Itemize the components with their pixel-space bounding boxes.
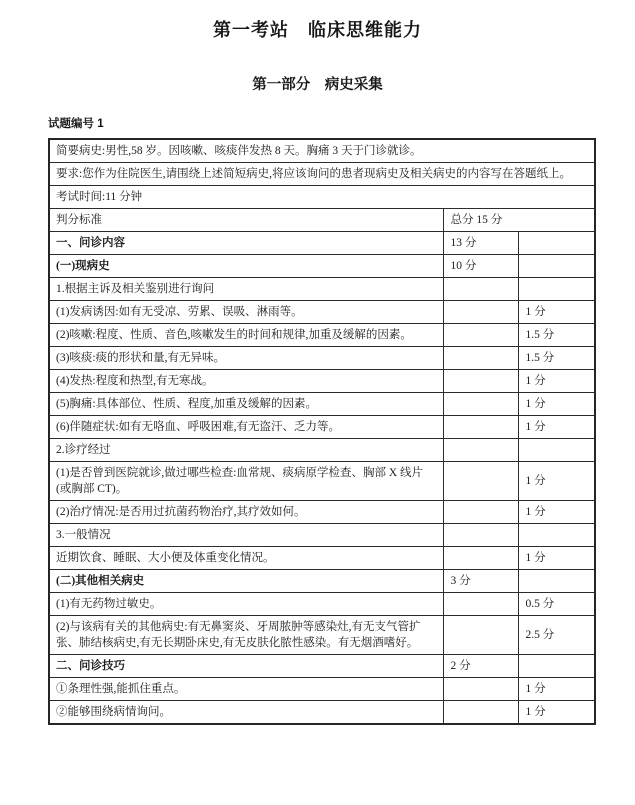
table-row <box>49 678 595 701</box>
item-score-cell: 1 分 <box>518 701 595 725</box>
section-score-cell: 13 分 <box>443 232 518 255</box>
section-score-cell <box>443 678 518 701</box>
section-score-cell <box>443 347 518 370</box>
section-score-cell <box>443 547 518 570</box>
table-row <box>49 301 595 324</box>
item-score-cell: 0.5 分 <box>518 593 595 616</box>
row-content-cell: (2)与该病有关的其他病史:有无鼻窦炎、牙周脓肿等感染灶,有无支气管扩张、肺结核病史,有无长期卧床史,有无皮肤化脓性感染。有无烟酒嗜好。 <box>49 616 443 655</box>
row-content-cell: (二)其他相关病史 <box>49 570 443 593</box>
section-subtitle: 第一部分 病史采集 <box>252 77 383 93</box>
row-content-cell: 要求:您作为住院医生,请围绕上述简短病史,将应该询问的患者现病史及相关病史的内容写在答题纸上。 <box>49 163 595 186</box>
table-row <box>49 255 595 278</box>
row-content-cell: 1.根据主诉及相关鉴别进行询问 <box>49 278 443 301</box>
item-score-cell: 1 分 <box>518 501 595 524</box>
row-content-cell: 一、问诊内容 <box>49 232 443 255</box>
row-content-cell: 简要病史:男性,58 岁。因咳嗽、咳痰伴发热 8 天。胸痛 3 天于门诊就诊。 <box>49 139 595 163</box>
item-score-cell: 1.5 分 <box>518 324 595 347</box>
score-table-body <box>49 139 595 724</box>
page-title: 第一考站 临床思维能力 <box>213 20 422 40</box>
section-score-cell <box>443 393 518 416</box>
table-row <box>49 416 595 439</box>
item-score-cell: 1 分 <box>518 547 595 570</box>
table-row <box>49 439 595 462</box>
section-score-cell <box>443 524 518 547</box>
section-score-cell <box>443 462 518 501</box>
table-row <box>49 655 595 678</box>
table-row <box>49 186 595 209</box>
item-score-cell: 1.5 分 <box>518 347 595 370</box>
section-score-cell: 3 分 <box>443 570 518 593</box>
item-score-cell: 1 分 <box>518 301 595 324</box>
question-number-label: 试题编号 1 <box>48 118 104 130</box>
section-score-cell <box>443 416 518 439</box>
row-content-cell: (2)咳嗽:程度、性质、音色,咳嗽发生的时间和规律,加重及缓解的因素。 <box>49 324 443 347</box>
row-content-cell: 近期饮食、睡眠、大小便及体重变化情况。 <box>49 547 443 570</box>
section-score-cell <box>443 701 518 725</box>
item-score-cell <box>518 278 595 301</box>
table-row <box>49 393 595 416</box>
section-score-cell <box>443 439 518 462</box>
section-score-cell <box>443 616 518 655</box>
section-score-cell <box>443 301 518 324</box>
section-score-cell <box>443 278 518 301</box>
table-row <box>49 501 595 524</box>
item-score-cell: 1 分 <box>518 416 595 439</box>
item-score-cell: 1 分 <box>518 678 595 701</box>
item-score-cell <box>518 655 595 678</box>
row-content-cell: 2.诊疗经过 <box>49 439 443 462</box>
row-content-cell: (2)治疗情况:是否用过抗菌药物治疗,其疗效如何。 <box>49 501 443 524</box>
row-content-cell: (6)伴随症状:如有无咯血、呼吸困难,有无盗汗、乏力等。 <box>49 416 443 439</box>
item-score-cell <box>518 439 595 462</box>
row-content-cell: 二、问诊技巧 <box>49 655 443 678</box>
section-score-cell <box>443 324 518 347</box>
document-page <box>0 16 635 805</box>
item-score-cell <box>518 232 595 255</box>
item-score-cell: 1 分 <box>518 370 595 393</box>
total-score-cell: 总分 15 分 <box>443 209 595 232</box>
item-score-cell <box>518 255 595 278</box>
row-content-cell: (1)发病诱因:如有无受凉、劳累、误吸、淋雨等。 <box>49 301 443 324</box>
item-score-cell <box>518 570 595 593</box>
table-row <box>49 570 595 593</box>
table-row <box>49 524 595 547</box>
table-row <box>49 462 595 501</box>
section-score-cell <box>443 501 518 524</box>
table-row <box>49 370 595 393</box>
table-row <box>49 278 595 301</box>
row-content-cell: ①条理性强,能抓住重点。 <box>49 678 443 701</box>
row-content-cell: (一)现病史 <box>49 255 443 278</box>
item-score-cell <box>518 524 595 547</box>
table-row <box>49 232 595 255</box>
section-score-cell: 10 分 <box>443 255 518 278</box>
row-content-cell: 判分标准 <box>49 209 443 232</box>
row-content-cell: (5)胸痛:具体部位、性质、程度,加重及缓解的因素。 <box>49 393 443 416</box>
row-content-cell: 考试时间:11 分钟 <box>49 186 595 209</box>
item-score-cell: 2.5 分 <box>518 616 595 655</box>
item-score-cell: 1 分 <box>518 462 595 501</box>
section-score-cell: 2 分 <box>443 655 518 678</box>
table-row <box>49 701 595 725</box>
table-row <box>49 616 595 655</box>
row-content-cell: ②能够围绕病情询问。 <box>49 701 443 725</box>
table-row <box>49 593 595 616</box>
item-score-cell: 1 分 <box>518 393 595 416</box>
row-content-cell: (4)发热:程度和热型,有无寒战。 <box>49 370 443 393</box>
row-content-cell: (1)有无药物过敏史。 <box>49 593 443 616</box>
table-row <box>49 139 595 163</box>
row-content-cell: (1)是否曾到医院就诊,做过哪些检查:血常规、痰病原学检查、胸部 X 线片(或胸部 CT)。 <box>49 462 443 501</box>
table-row <box>49 324 595 347</box>
section-score-cell <box>443 370 518 393</box>
table-row <box>49 347 595 370</box>
table-row <box>49 547 595 570</box>
section-score-cell <box>443 593 518 616</box>
table-row <box>49 163 595 186</box>
row-content-cell: 3.一般情况 <box>49 524 443 547</box>
table-row <box>49 209 595 232</box>
row-content-cell: (3)咳痰:痰的形状和量,有无异味。 <box>49 347 443 370</box>
score-table <box>48 138 596 725</box>
